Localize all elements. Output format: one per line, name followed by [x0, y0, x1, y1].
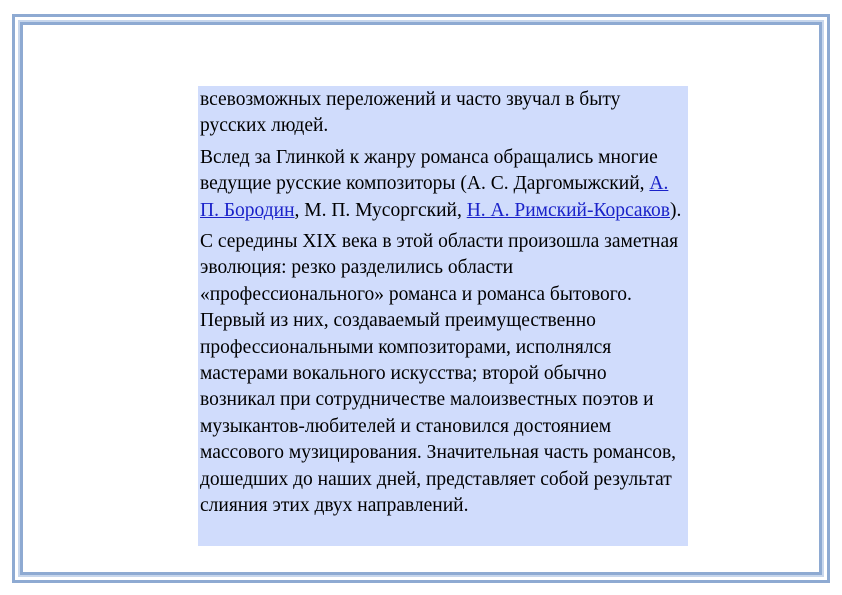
paragraph-2-text-middle: , М. П. Мусоргский,: [294, 199, 467, 221]
link-borodin[interactable]: А. П. Бородин: [200, 173, 669, 221]
paragraph-2-text-end: ).: [670, 199, 682, 221]
paragraph-1-text: всевозможных переложений и часто звучал в быту русских людей.: [200, 89, 621, 137]
selected-text-block[interactable]: [198, 86, 688, 546]
paragraph-1: [200, 87, 686, 140]
link-rimsky-korsakov[interactable]: Н. А. Римский-Корсаков: [466, 199, 671, 221]
paragraph-3: [200, 229, 686, 519]
paragraph-3-text: С середины XIX века в этой области произошла заметная эволюция: резко разделились области «профессионального» романса и романса бытового. Первый из них, создаваемый преимущественно профессиональными композиторами, исполнялся мастерами вокального искусства; второй обычно возникал при сотрудничестве малоизвестных поэтов и музыкантов-любителей и становился достоянием массового музицирования. Значительная часть романсов, дошедших до наших дней, представляет собой результат слияния этих двух направлений.: [200, 231, 679, 517]
paragraph-2: [200, 145, 686, 224]
paragraph-2-text-start: Вслед за Глинкой к жанру романса обращались многие ведущие русские композиторы (А. С. Даргомыжский,: [200, 146, 658, 195]
